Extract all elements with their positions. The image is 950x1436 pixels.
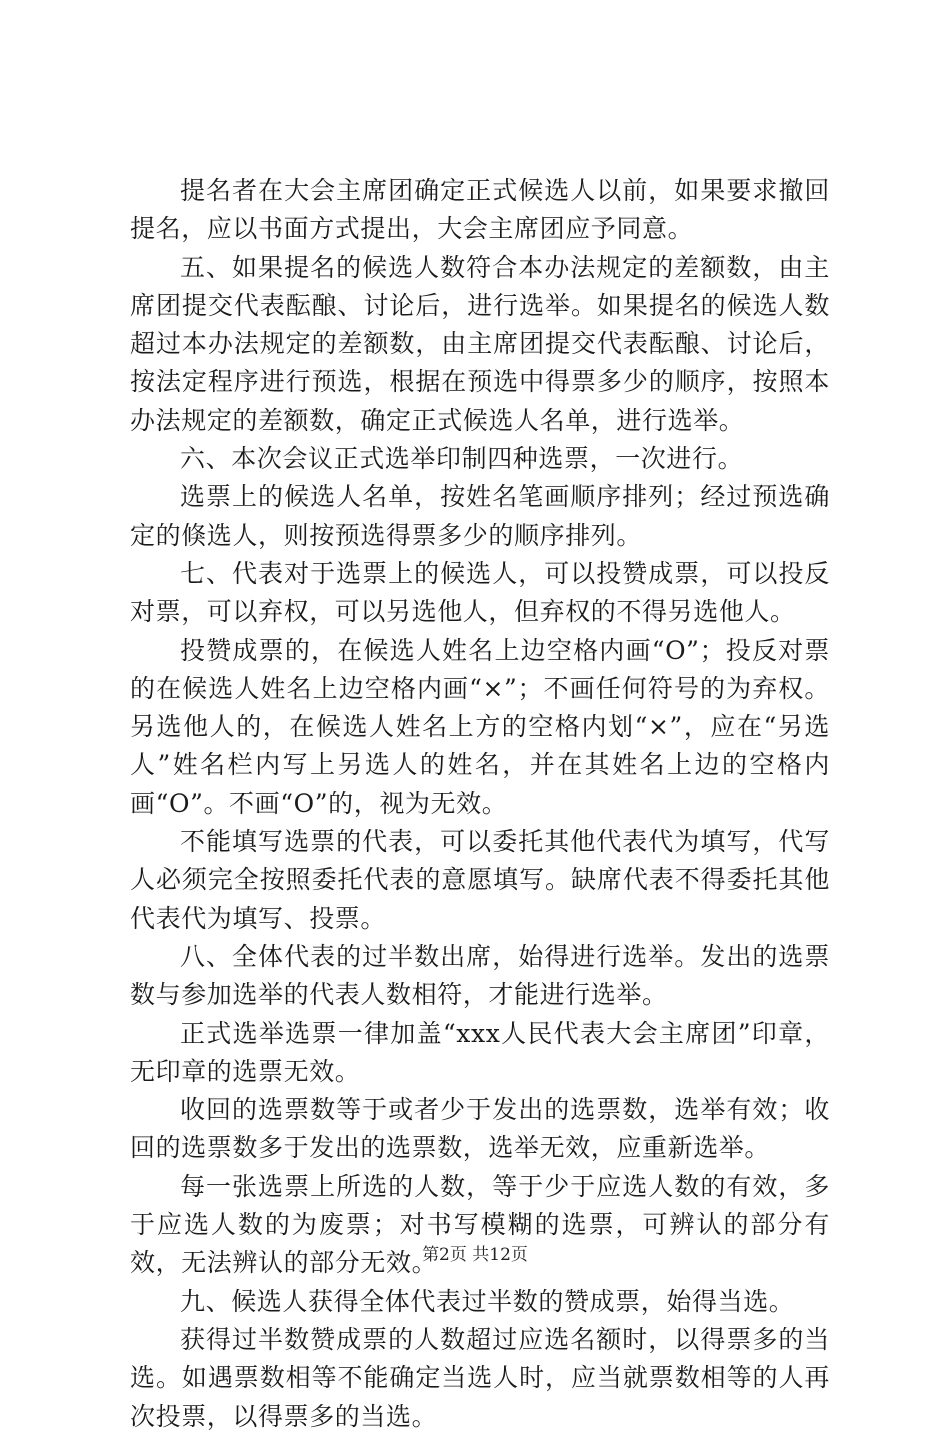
paragraph-article-9: 九、候选人获得全体代表过半数的赞成票，始得当选。 [180,1286,795,1316]
paragraph-tie-rule: 获得过半数赞成票的人数超过应选名额时，以得票多的当选。如遇票数相等不能确定当选人时，应当就票数相等的人再次投票，以得票多的当选。 [130,1324,830,1431]
paragraph-article-5: 五、如果提名的候选人数符合本办法规定的差额数，由主席团提交代表酝酿、讨论后，进行选举。如果提名的候选人数超过本办法规定的差额数，由主席团提交代表酝酿、讨论后，按法定程序进行预选，根据在预选中得票多少的顺序，按照本办法规定的差额数，确定正式候选人名单，进行选举。 [130,252,830,435]
paragraph-ballot-count: 收回的选票数等于或者少于发出的选票数，选举有效；收回的选票数多于发出的选票数，选举无效，应重新选举。 [130,1095,830,1163]
paragraph-article-7: 七、代表对于选票上的候选人，可以投赞成票，可以投反对票，可以弃权，可以另选他人，但弃权的不得另选他人。 [130,558,830,627]
paragraph-ballot-order: 选票上的候选人名单，按姓名笔画顺序排列；经过预选确定的倏选人，则按预选得票多少的顺序排列。 [130,482,830,550]
paragraph-marking-rules: 投赞成票的，在候选人姓名上边空格内画“O”；投反对票的在候选人姓名上边空格内画“×”；不画任何符号的为弃权。另选他人的，在候选人姓名上方的空格内划“×”，应在“另选人”姓名栏内写上另选人的姓名，并在其姓名上边的空格内画“O”。不画“O”的，视为无效。 [130,635,830,818]
paragraph-nomination-withdrawal: 提名者在大会主席团确定正式候选人以前，如果要求撤回提名，应以书面方式提出，大会主席团应予同意。 [130,176,830,244]
paragraph-article-6: 六、本次会议正式选举印制四种选票，一次进行。 [180,444,744,474]
page-number-footer: 第2页 共12页 [422,1245,528,1265]
paragraph-proxy-filling: 不能填写选票的代表，可以委托其他代表代为填写，代写人必须完全按照委托代表的意愿填写。缺席代表不得委托其他代表代为填写、投票。 [130,827,830,933]
paragraph-article-8: 八、全体代表的过半数出席，始得进行选举。发出的选票数与参加选举的代表人数相符，才能进行选举。 [130,941,830,1010]
paragraph-ballot-validity: 每一张选票上所选的人数，等于少于应选人数的有效，多于应选人数的为废票；对书写模糊的选票，可辨认的部分有效，无法辨认的部分无效。 [130,1171,830,1278]
paragraph-ballot-seal: 正式选举选票一律加盖“xxx人民代表大会主席团”印章，无印章的选票无效。 [130,1018,830,1086]
